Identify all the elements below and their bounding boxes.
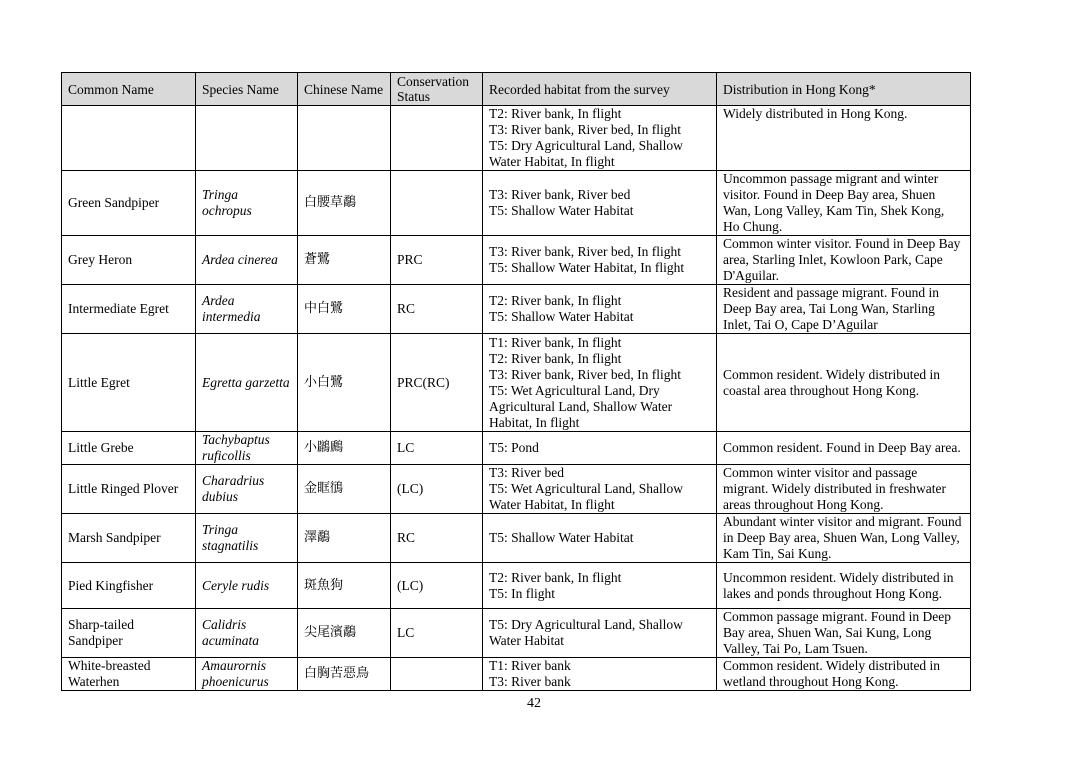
cell-distribution: Common resident. Widely distributed in coastal area throughout Hong Kong.: [717, 334, 971, 432]
cell-common-name: Little Egret: [62, 334, 196, 432]
cell-distribution: Widely distributed in Hong Kong.: [717, 106, 971, 171]
cell-chinese-name: 小鸊鷉: [298, 432, 391, 465]
cell-species-name: Ceryle rudis: [196, 563, 298, 609]
cell-distribution: Resident and passage migrant. Found in Deep Bay area, Tai Long Wan, Starling Inlet, Tai O, Cape D’Aguilar: [717, 285, 971, 334]
cell-species-name: Egretta garzetta: [196, 334, 298, 432]
cell-species-name: Charadrius dubius: [196, 465, 298, 514]
cell-chinese-name: 澤鷸: [298, 514, 391, 563]
cell-status: (LC): [391, 563, 483, 609]
table-row: [62, 658, 971, 691]
cell-common-name: [62, 106, 196, 171]
cell-distribution: Common winter visitor. Found in Deep Bay area, Starling Inlet, Kowloon Park, Cape D'Aguilar.: [717, 236, 971, 285]
cell-species-name: Amaurornis phoenicurus: [196, 658, 298, 691]
cell-habitat: T3: River bank, River bed, In flight T5: Shallow Water Habitat, In flight: [483, 236, 717, 285]
cell-common-name: Marsh Sandpiper: [62, 514, 196, 563]
cell-common-name: Green Sandpiper: [62, 171, 196, 236]
cell-status: (LC): [391, 465, 483, 514]
cell-chinese-name: [298, 106, 391, 171]
cell-distribution: Common winter visitor and passage migrant. Widely distributed in freshwater areas throughout Hong Kong.: [717, 465, 971, 514]
table-row: [62, 106, 971, 171]
cell-species-name: Tringa ochropus: [196, 171, 298, 236]
table-row: [62, 236, 971, 285]
cell-common-name: Sharp-tailed Sandpiper: [62, 609, 196, 658]
cell-species-name: Tachybaptus ruficollis: [196, 432, 298, 465]
cell-habitat: T1: River bank, In flight T2: River bank, In flight T3: River bank, River bed, In flight T5: Wet Agricultural Land, Dry Agricultural Land, Shallow Water Habitat, In flight: [483, 334, 717, 432]
cell-common-name: White-breasted Waterhen: [62, 658, 196, 691]
cell-chinese-name: 金眶鴴: [298, 465, 391, 514]
header-conservation-status: Conservation Status: [391, 73, 483, 106]
page-number: 42: [527, 696, 541, 711]
table-row: [62, 432, 971, 465]
cell-status: [391, 658, 483, 691]
cell-habitat: T5: Dry Agricultural Land, Shallow Water Habitat: [483, 609, 717, 658]
cell-species-name: Ardea cinerea: [196, 236, 298, 285]
table-row: [62, 285, 971, 334]
table-header-row: [62, 73, 971, 106]
header-habitat: Recorded habitat from the survey: [483, 73, 717, 106]
cell-status: [391, 106, 483, 171]
cell-habitat: T3: River bank, River bed T5: Shallow Water Habitat: [483, 171, 717, 236]
table-row: [62, 514, 971, 563]
cell-chinese-name: 白腰草鷸: [298, 171, 391, 236]
cell-status: [391, 171, 483, 236]
header-species-name: Species Name: [196, 73, 298, 106]
cell-distribution: Uncommon resident. Widely distributed in lakes and ponds throughout Hong Kong.: [717, 563, 971, 609]
cell-chinese-name: 小白鷺: [298, 334, 391, 432]
cell-distribution: Abundant winter visitor and migrant. Found in Deep Bay area, Shuen Wan, Long Valley, Kam Tin, Sai Kung.: [717, 514, 971, 563]
cell-habitat: T5: Shallow Water Habitat: [483, 514, 717, 563]
cell-status: RC: [391, 285, 483, 334]
species-table: [61, 72, 971, 691]
header-distribution: Distribution in Hong Kong*: [717, 73, 971, 106]
cell-species-name: Ardea intermedia: [196, 285, 298, 334]
cell-habitat: T2: River bank, In flight T5: In flight: [483, 563, 717, 609]
cell-status: LC: [391, 432, 483, 465]
cell-distribution: Common resident. Widely distributed in wetland throughout Hong Kong.: [717, 658, 971, 691]
cell-chinese-name: 尖尾濱鷸: [298, 609, 391, 658]
table-row: [62, 171, 971, 236]
cell-status: PRC(RC): [391, 334, 483, 432]
cell-distribution: Common resident. Found in Deep Bay area.: [717, 432, 971, 465]
cell-status: RC: [391, 514, 483, 563]
cell-common-name: Intermediate Egret: [62, 285, 196, 334]
cell-common-name: Little Grebe: [62, 432, 196, 465]
cell-species-name: Calidris acuminata: [196, 609, 298, 658]
header-common-name: Common Name: [62, 73, 196, 106]
cell-species-name: Tringa stagnatilis: [196, 514, 298, 563]
cell-species-name: [196, 106, 298, 171]
header-chinese-name: Chinese Name: [298, 73, 391, 106]
cell-status: LC: [391, 609, 483, 658]
cell-chinese-name: 中白鷺: [298, 285, 391, 334]
table-row: [62, 334, 971, 432]
cell-habitat: T2: River bank, In flight T3: River bank, River bed, In flight T5: Dry Agricultural Land, Shallow Water Habitat, In flight: [483, 106, 717, 171]
cell-common-name: Grey Heron: [62, 236, 196, 285]
cell-chinese-name: 白胸苦惡鳥: [298, 658, 391, 691]
cell-common-name: Little Ringed Plover: [62, 465, 196, 514]
cell-chinese-name: 蒼鷺: [298, 236, 391, 285]
cell-habitat: T2: River bank, In flight T5: Shallow Water Habitat: [483, 285, 717, 334]
table-row: [62, 609, 971, 658]
cell-habitat: T1: River bank T3: River bank: [483, 658, 717, 691]
table-row: [62, 465, 971, 514]
cell-distribution: Uncommon passage migrant and winter visitor. Found in Deep Bay area, Shuen Wan, Long Valley, Kam Tin, Shek Kong, Ho Chung.: [717, 171, 971, 236]
cell-habitat: T5: Pond: [483, 432, 717, 465]
table-row: [62, 563, 971, 609]
cell-chinese-name: 斑魚狗: [298, 563, 391, 609]
cell-common-name: Pied Kingfisher: [62, 563, 196, 609]
cell-status: PRC: [391, 236, 483, 285]
cell-distribution: Common passage migrant. Found in Deep Bay area, Shuen Wan, Sai Kung, Long Valley, Tai Po, Lam Tsuen.: [717, 609, 971, 658]
cell-habitat: T3: River bed T5: Wet Agricultural Land, Shallow Water Habitat, In flight: [483, 465, 717, 514]
